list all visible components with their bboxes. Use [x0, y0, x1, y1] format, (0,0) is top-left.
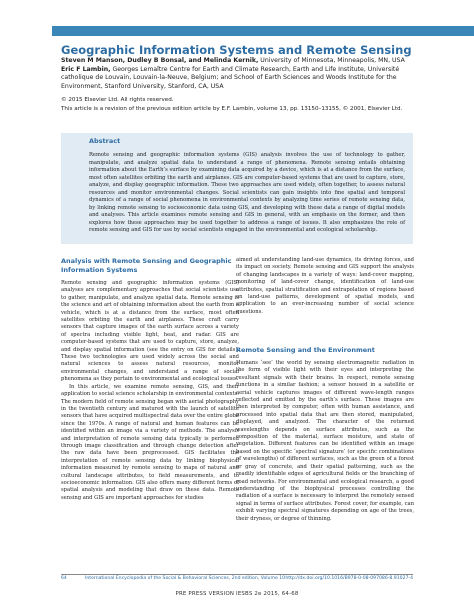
author-line-1 [61, 57, 416, 66]
right-column-intro [236, 257, 414, 316]
article-meta [61, 96, 421, 114]
revision-note: This article is a revision of the previous edition article by E.F. Lambin, volume 13, pp. 13150–13155, © 2001, Elsevier Ltd. [61, 106, 403, 112]
paragraph: aimed at understanding land-use dynamics, its driving forces, and its impact on society. Remote sensing and GIS support the analysis of changing landscapes in a variety of ways: land-cover mapping, monitoring of land-cover change, identification of land-use attributes, spatial stratification and extrapolation of regions based on land-use patterns, development of spatial models, and application to an ever-increasing number of social science questions. [236, 257, 414, 315]
section-heading-environment: Remote Sensing and the Environment [236, 346, 375, 354]
author-names-2: Eric F Lambin, [61, 65, 111, 73]
author-names-1: Steven M Manson, Dudley B Bonsal, and Melinda Kernik, [61, 57, 259, 64]
section-heading-gis: Analysis with Remote Sensing and Geographic Information Systems [61, 257, 232, 274]
article-title: Geographic Information Systems and Remote Sensing [61, 43, 412, 57]
top-color-bar [52, 26, 474, 36]
author-affil-1: University of Minnesota, Minneapolis, MN, USA [258, 57, 405, 64]
paragraph: Humans ‘see’ the world by sensing electromagnetic radiation in the form of visible light with their eyes and interpreting the resultant signals with their brains. In respect, remote sensing functions in a similar fashion; a sensor housed in a satellite or aerial vehicle captures images of different wave-length ranges reflected and emitted by the earth’s surface. These images are then interpreted by computer, often with human assistance, and processed into spatial data that are then stored, manipulated, displayed, and analyzed. The character of the returned wavelengths depends on surface attributes, such as the composition of the material, surface moisture, and state of vegetation. Different features can be identified within an image based on the specific ‘spectral signature’ (or specific combinations of wavelengths) of different surfaces, such as the green of a forest or gray of concrete, and their spatial patterning, such as the readily identifiable edges of agricultural fields or the branching of road networks. For environmental and ecological research, a good understanding of the biophysical processes controlling the radiation of a surface is necessary to interpret the remotely sensed signal in terms of surface attributes. Forest cover, for example, can exhibit varying spectral signatures depending on age of the trees, their dryness, or degree of thinning. [236, 360, 414, 522]
doi-link[interactable]: http://dx.doi.org/10.1016/B978-0-08-097086-8.91027-4 [285, 576, 413, 581]
preprint-notice: PRE PRESS VERSION IESBS 2e 2015, 64-68 [175, 591, 299, 597]
abstract-heading: Abstract [89, 137, 121, 145]
author-line-2 [61, 66, 416, 92]
copyright-line: © 2015 Elsevier Ltd. All rights reserved. [61, 97, 174, 103]
author-block [61, 57, 416, 91]
right-column [236, 360, 414, 523]
footer-divider [61, 574, 413, 575]
paragraph: In this article, we examine remote sensing, GIS, and their application to social science scholarship in environmental contexts. The modern field of remote sensing began with aerial photography in the twentieth century and matured with the launch of satellite sensors that have acquired multispectral data over the entire globe since the 1970s. A range of natural and human features can be identified within an image via a variety of methods. The analysis and interpretation of remote sensing data typically is performed through image classification and through change detection after the raw data have been preprocessed. GIS facilitates the interpretation of remote sensing data by linking biophysical information measured by remote sensing to maps of natural and cultural landscape attributes, to field measurements, and to socioeconomic information. GIS also offers many different forms of spatial analysis and modeling that draw on these data. Remote sensing and GIS are important approaches for studies [61, 383, 239, 501]
paragraph: Remote sensing and geographic information systems (GIS) analyses are complementary approaches that social scientists use to gather, manipulate, and analyze spatial data. Remote sensing is the science and art of obtaining information about the earth from a vehicle, which is at a distance from the surface, most often satellites orbiting the earth and airplanes. These craft carry sensors that capture images of the earth surface across a variety of spectra including visible light, heat, and radar. GIS are computer-based systems that are used to capture, store, analyze, and display spatial information (see the entry on GIS for details). These two technologies are used widely across the social and natural sciences to assess natural resources, monitor environmental changes, and understand a range of social phenomena as they pertain to environmental and ecological issues. [61, 280, 239, 383]
author-affil-2: Georges Lemaître Centre for Earth and Climate Research, Earth and Life Institute, Université catholique de Louvain, Louvain-la-Neuve, Belgium; and School of Earth Sciences and Woods Institute for the Environment, Stanford University, Stanford, CA, USA [61, 65, 400, 90]
page-number: 64 [61, 576, 67, 581]
abstract-text: Remote sensing and geographic information systems (GIS) analysis involves the use of technology to gather, manipulate, and analyze spatial data to understand a range of phenomena. Remote sensing entails obtaining information about the Earth’s surface by examining data acquired by a device, which is at a distance from the surface, most often satellites orbiting the earth and airplanes. GIS are computer-based systems that are used to capture, store, analyze, and display geographic information. These two approaches are used widely, often together, to assess natural resources and monitor environmental changes. Social scientists can gain insights into fine spatial and temporal dynamics of a range of social phenomena in environmental contexts by analyzing time series of remote sensing data, by linking remote sensing to socioeconomic data using GIS, and developing with these data a range of digital models and analyses. This article examines remote sensing and GIS in general, with an emphasis on the former, and then explores how these approaches may be used together to address a range of issues. It also emphasizes the role of remote sensing and GIS for use by social scientists engaged in the environmental and ecological scholarship. [89, 152, 405, 233]
source-citation: International Encyclopedia of the Social & Behavioral Sciences, 2nd edition, Volume 10 [85, 576, 286, 581]
left-column [61, 257, 239, 502]
